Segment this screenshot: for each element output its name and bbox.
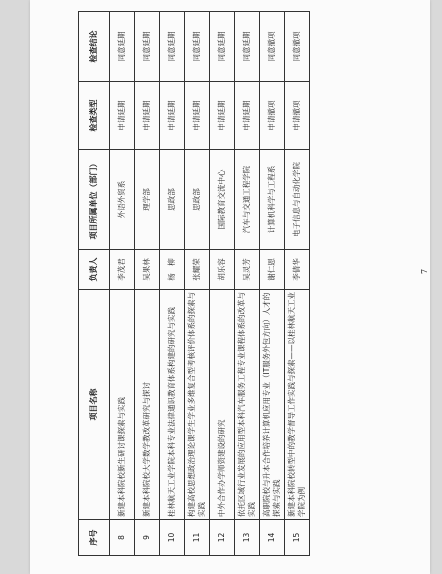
cell-leader: 李茂君 bbox=[110, 250, 135, 290]
cell-leader: 张耀荣 bbox=[185, 250, 210, 290]
table-row bbox=[285, 12, 310, 556]
cell-unit: 外语外贸系 bbox=[110, 150, 135, 250]
cell-no: 12 bbox=[210, 520, 235, 556]
cell-result: 同意延期 bbox=[160, 12, 185, 82]
cell-leader: 胡乐容 bbox=[210, 250, 235, 290]
rotated-content bbox=[30, 0, 442, 574]
cell-name: 中外合作办学师资建设的研究 bbox=[210, 290, 235, 520]
header-unit: 项目所属单位（部门） bbox=[79, 150, 110, 250]
cell-no: 10 bbox=[160, 520, 185, 556]
cell-type: 申请撤项 bbox=[260, 82, 285, 150]
cell-unit: 计算机科学与工程系 bbox=[260, 150, 285, 250]
document-page bbox=[30, 0, 430, 574]
project-table bbox=[78, 11, 310, 556]
cell-type: 申请延期 bbox=[135, 82, 160, 150]
table-header-row bbox=[79, 12, 110, 556]
cell-name: 高职院校与升本合作培养计算机应用专业（IT服务外包方向）人才的探索与实践 bbox=[260, 290, 285, 520]
table-row bbox=[185, 12, 210, 556]
header-name: 项目名称 bbox=[79, 290, 110, 520]
cell-type: 申请延期 bbox=[185, 82, 210, 150]
cell-leader: 李倩华 bbox=[285, 250, 310, 290]
cell-type: 申请撤项 bbox=[285, 82, 310, 150]
cell-result: 同意延期 bbox=[110, 12, 135, 82]
table-row bbox=[235, 12, 260, 556]
table-row bbox=[135, 12, 160, 556]
cell-type: 申请延期 bbox=[235, 82, 260, 150]
cell-type: 申请延期 bbox=[160, 82, 185, 150]
cell-result: 同意延期 bbox=[235, 12, 260, 82]
cell-no: 8 bbox=[110, 520, 135, 556]
cell-name: 桂林航天工业学院本科专业法律通识教育体系构建的研究与实践 bbox=[160, 290, 185, 520]
cell-name: 新建本科院校大学数学教改革研究与探讨 bbox=[135, 290, 160, 520]
table-row bbox=[110, 12, 135, 556]
cell-result: 同意撤项 bbox=[285, 12, 310, 82]
header-result: 检查结论 bbox=[79, 12, 110, 82]
cell-name: 新建本科院校转型中的教学督导工作实践与探索——以桂林航天工业学院为例 bbox=[285, 290, 310, 520]
header-no: 序号 bbox=[79, 520, 110, 556]
cell-type: 申请延期 bbox=[110, 82, 135, 150]
cell-leader: 谢仁恩 bbox=[260, 250, 285, 290]
table-row bbox=[260, 12, 285, 556]
cell-name: 依托区域行业发展的应用型本科汽车服务工程专业课程体系的改革与实践 bbox=[235, 290, 260, 520]
cell-result: 同意延期 bbox=[185, 12, 210, 82]
cell-type: 申请延期 bbox=[210, 82, 235, 150]
cell-unit: 思政部 bbox=[185, 150, 210, 250]
cell-name: 新建本科院校新生研讨课探索与实践 bbox=[110, 290, 135, 520]
cell-no: 11 bbox=[185, 520, 210, 556]
cell-leader: 吴灵芳 bbox=[235, 250, 260, 290]
cell-no: 9 bbox=[135, 520, 160, 556]
cell-leader: 吴果林 bbox=[135, 250, 160, 290]
table-row bbox=[210, 12, 235, 556]
header-leader: 负责人 bbox=[79, 250, 110, 290]
table-row bbox=[160, 12, 185, 556]
cell-result: 同意延期 bbox=[210, 12, 235, 82]
cell-no: 15 bbox=[285, 520, 310, 556]
page-number: 7 bbox=[420, 268, 429, 274]
header-type: 检查类型 bbox=[79, 82, 110, 150]
cell-unit: 思政部 bbox=[160, 150, 185, 250]
cell-result: 同意延期 bbox=[135, 12, 160, 82]
cell-unit: 汽车与交通工程学院 bbox=[235, 150, 260, 250]
cell-leader: 杨 柳 bbox=[160, 250, 185, 290]
cell-no: 14 bbox=[260, 520, 285, 556]
cell-result: 同意撤项 bbox=[260, 12, 285, 82]
cell-name: 构建高校思想政治理论课学生学业多维复合型考核评价体系的探索与实践 bbox=[185, 290, 210, 520]
cell-unit: 国际教育交流中心 bbox=[210, 150, 235, 250]
cell-no: 13 bbox=[235, 520, 260, 556]
cell-unit: 理学部 bbox=[135, 150, 160, 250]
cell-unit: 电子信息与自动化学院 bbox=[285, 150, 310, 250]
